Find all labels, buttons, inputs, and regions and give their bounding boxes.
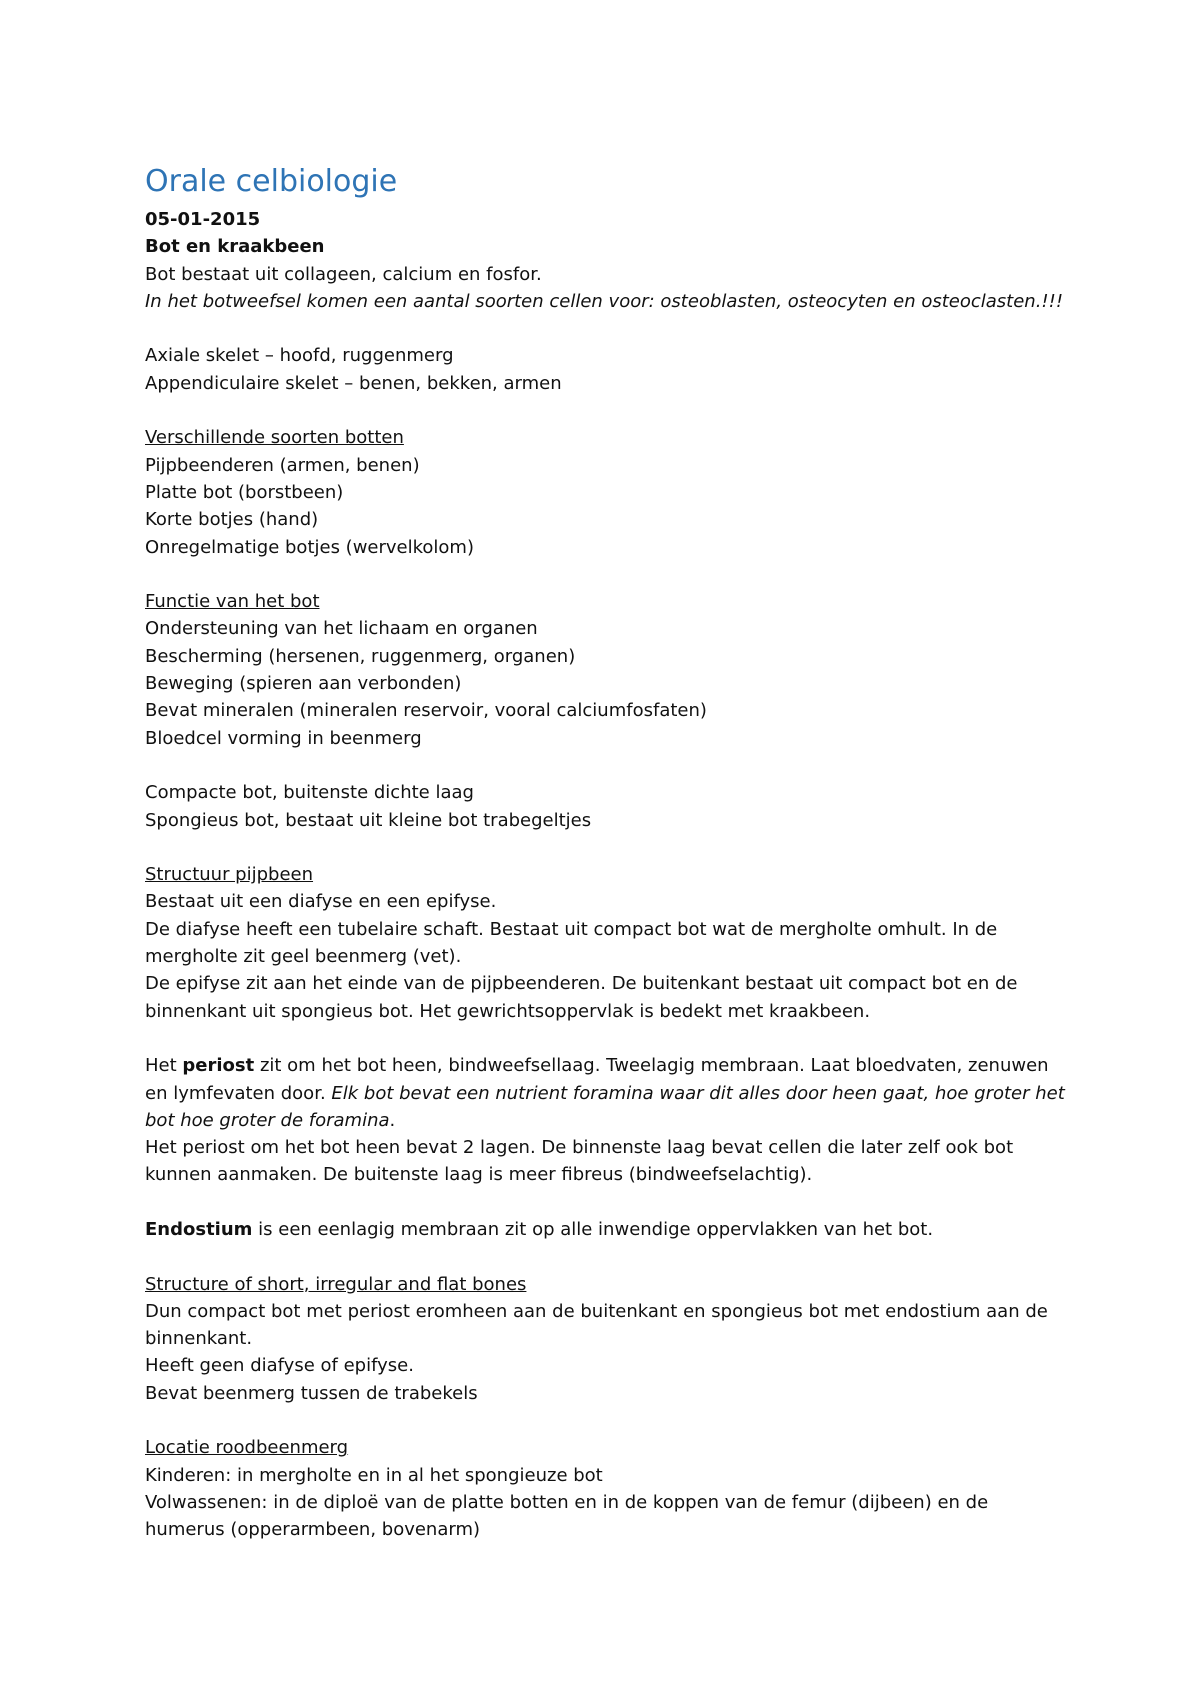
italic-run: Elk bot bevat een nutrient foramina waar dit alles door heen gaat, hoe groter het bot hoe groter de foramina (145, 1082, 1065, 1131)
section-heading-red-marrow-location: Locatie roodbeenmerg (145, 1437, 349, 1459)
term-periost: periost (182, 1055, 255, 1077)
spacer (145, 1189, 1065, 1216)
paragraph: Dun compact bot met periost eromheen aan de buitenkant en spongieus bot met endostium aan de binnenkant. (145, 1300, 1048, 1350)
list-item: Bescherming (hersenen, ruggenmerg, organen) (145, 645, 576, 667)
subject-heading: Bot en kraakbeen (145, 236, 325, 258)
spongy-bone-line: Spongieus bot, bestaat uit kleine bot trabegeltjes (145, 809, 592, 831)
text-run: Het (145, 1055, 183, 1077)
section-heading-long-bone-structure: Structuur pijpbeen (145, 864, 314, 886)
spacer (145, 752, 1065, 779)
list-item: Pijpbeenderen (armen, benen) (145, 454, 420, 476)
list-item: Bloedcel vorming in beenmerg (145, 727, 422, 749)
spacer (145, 1025, 1065, 1052)
text-run: is een eenlagig membraan zit op alle inwendige oppervlakken van het bot. (252, 1218, 934, 1240)
paragraph: Volwassenen: in de diploë van de platte botten en in de koppen van de femur (dijbeen) en de humerus (opperarmbeen, bovenarm) (145, 1491, 989, 1541)
spacer (145, 561, 1065, 588)
paragraph: Kinderen: in mergholte en in al het spongieuze bot (145, 1464, 603, 1486)
axial-skeleton-line: Axiale skelet – hoofd, ruggenmerg (145, 345, 454, 367)
date-line: 05-01-2015 (145, 209, 261, 230)
list-item: Beweging (spieren aan verbonden) (145, 673, 462, 695)
section-heading-bone-types: Verschillende soorten botten (145, 427, 404, 449)
list-item: Bevat mineralen (mineralen reservoir, vooral calciumfosfaten) (145, 700, 707, 722)
term-endostium: Endostium (145, 1218, 253, 1240)
section-heading-bone-function: Functie van het bot (145, 591, 320, 613)
spacer (145, 1407, 1065, 1434)
paragraph: De epifyse zit aan het einde van de pijpbeenderen. De buitenkant bestaat uit compact bot en de binnenkant uit spongieus bot. Het gewrichtsoppervlak is bedekt met kraakbeen. (145, 973, 1018, 1022)
spacer (145, 315, 1065, 342)
list-item: Onregelmatige botjes (wervelkolom) (145, 536, 474, 558)
paragraph: De diafyse heeft een tubelaire schaft. Bestaat uit compact bot wat de mergholte omhult. In de mergholte zit geel beenmerg (vet). (145, 918, 998, 968)
spacer (145, 397, 1065, 424)
text-run: zit om het bot heen, bindweefsellaag. Tweelagig membraan. Laat bloedvaten, zenuwen en lymfevaten door. (145, 1055, 1049, 1104)
spacer (145, 834, 1065, 861)
document-body (145, 162, 1065, 1544)
spacer (145, 1243, 1065, 1270)
appendicular-skeleton-line: Appendiculaire skelet – benen, bekken, armen (145, 372, 562, 394)
compact-bone-line: Compacte bot, buitenste dichte laag (145, 782, 474, 804)
paragraph: Heeft geen diafyse of epifyse. (145, 1355, 414, 1377)
paragraph: Bevat beenmerg tussen de trabekels (145, 1382, 478, 1404)
intro-line: Bot bestaat uit collageen, calcium en fosfor. (145, 263, 542, 285)
list-item: Ondersteuning van het lichaam en organen (145, 618, 538, 640)
text-run: . (389, 1109, 396, 1131)
section-heading-short-bones: Structure of short, irregular and flat bones (145, 1273, 527, 1295)
list-item: Korte botjes (hand) (145, 509, 319, 531)
paragraph: Bestaat uit een diafyse en een epifyse. (145, 891, 497, 913)
periost-paragraph (145, 1052, 1065, 1134)
document-title: Orale celbiologie (145, 164, 398, 199)
endostium-paragraph (145, 1216, 1065, 1243)
intro-italic-line: In het botweefsel komen een aantal soorten cellen voor: osteoblasten, osteocyten en osteoclasten.!!! (145, 290, 1064, 312)
list-item: Platte bot (borstbeen) (145, 481, 344, 503)
paragraph: Het periost om het bot heen bevat 2 lagen. De binnenste laag bevat cellen die later zelf ook bot kunnen aanmaken. De buitenste laag is meer fibreus (bindweefselachtig). (145, 1137, 1014, 1186)
